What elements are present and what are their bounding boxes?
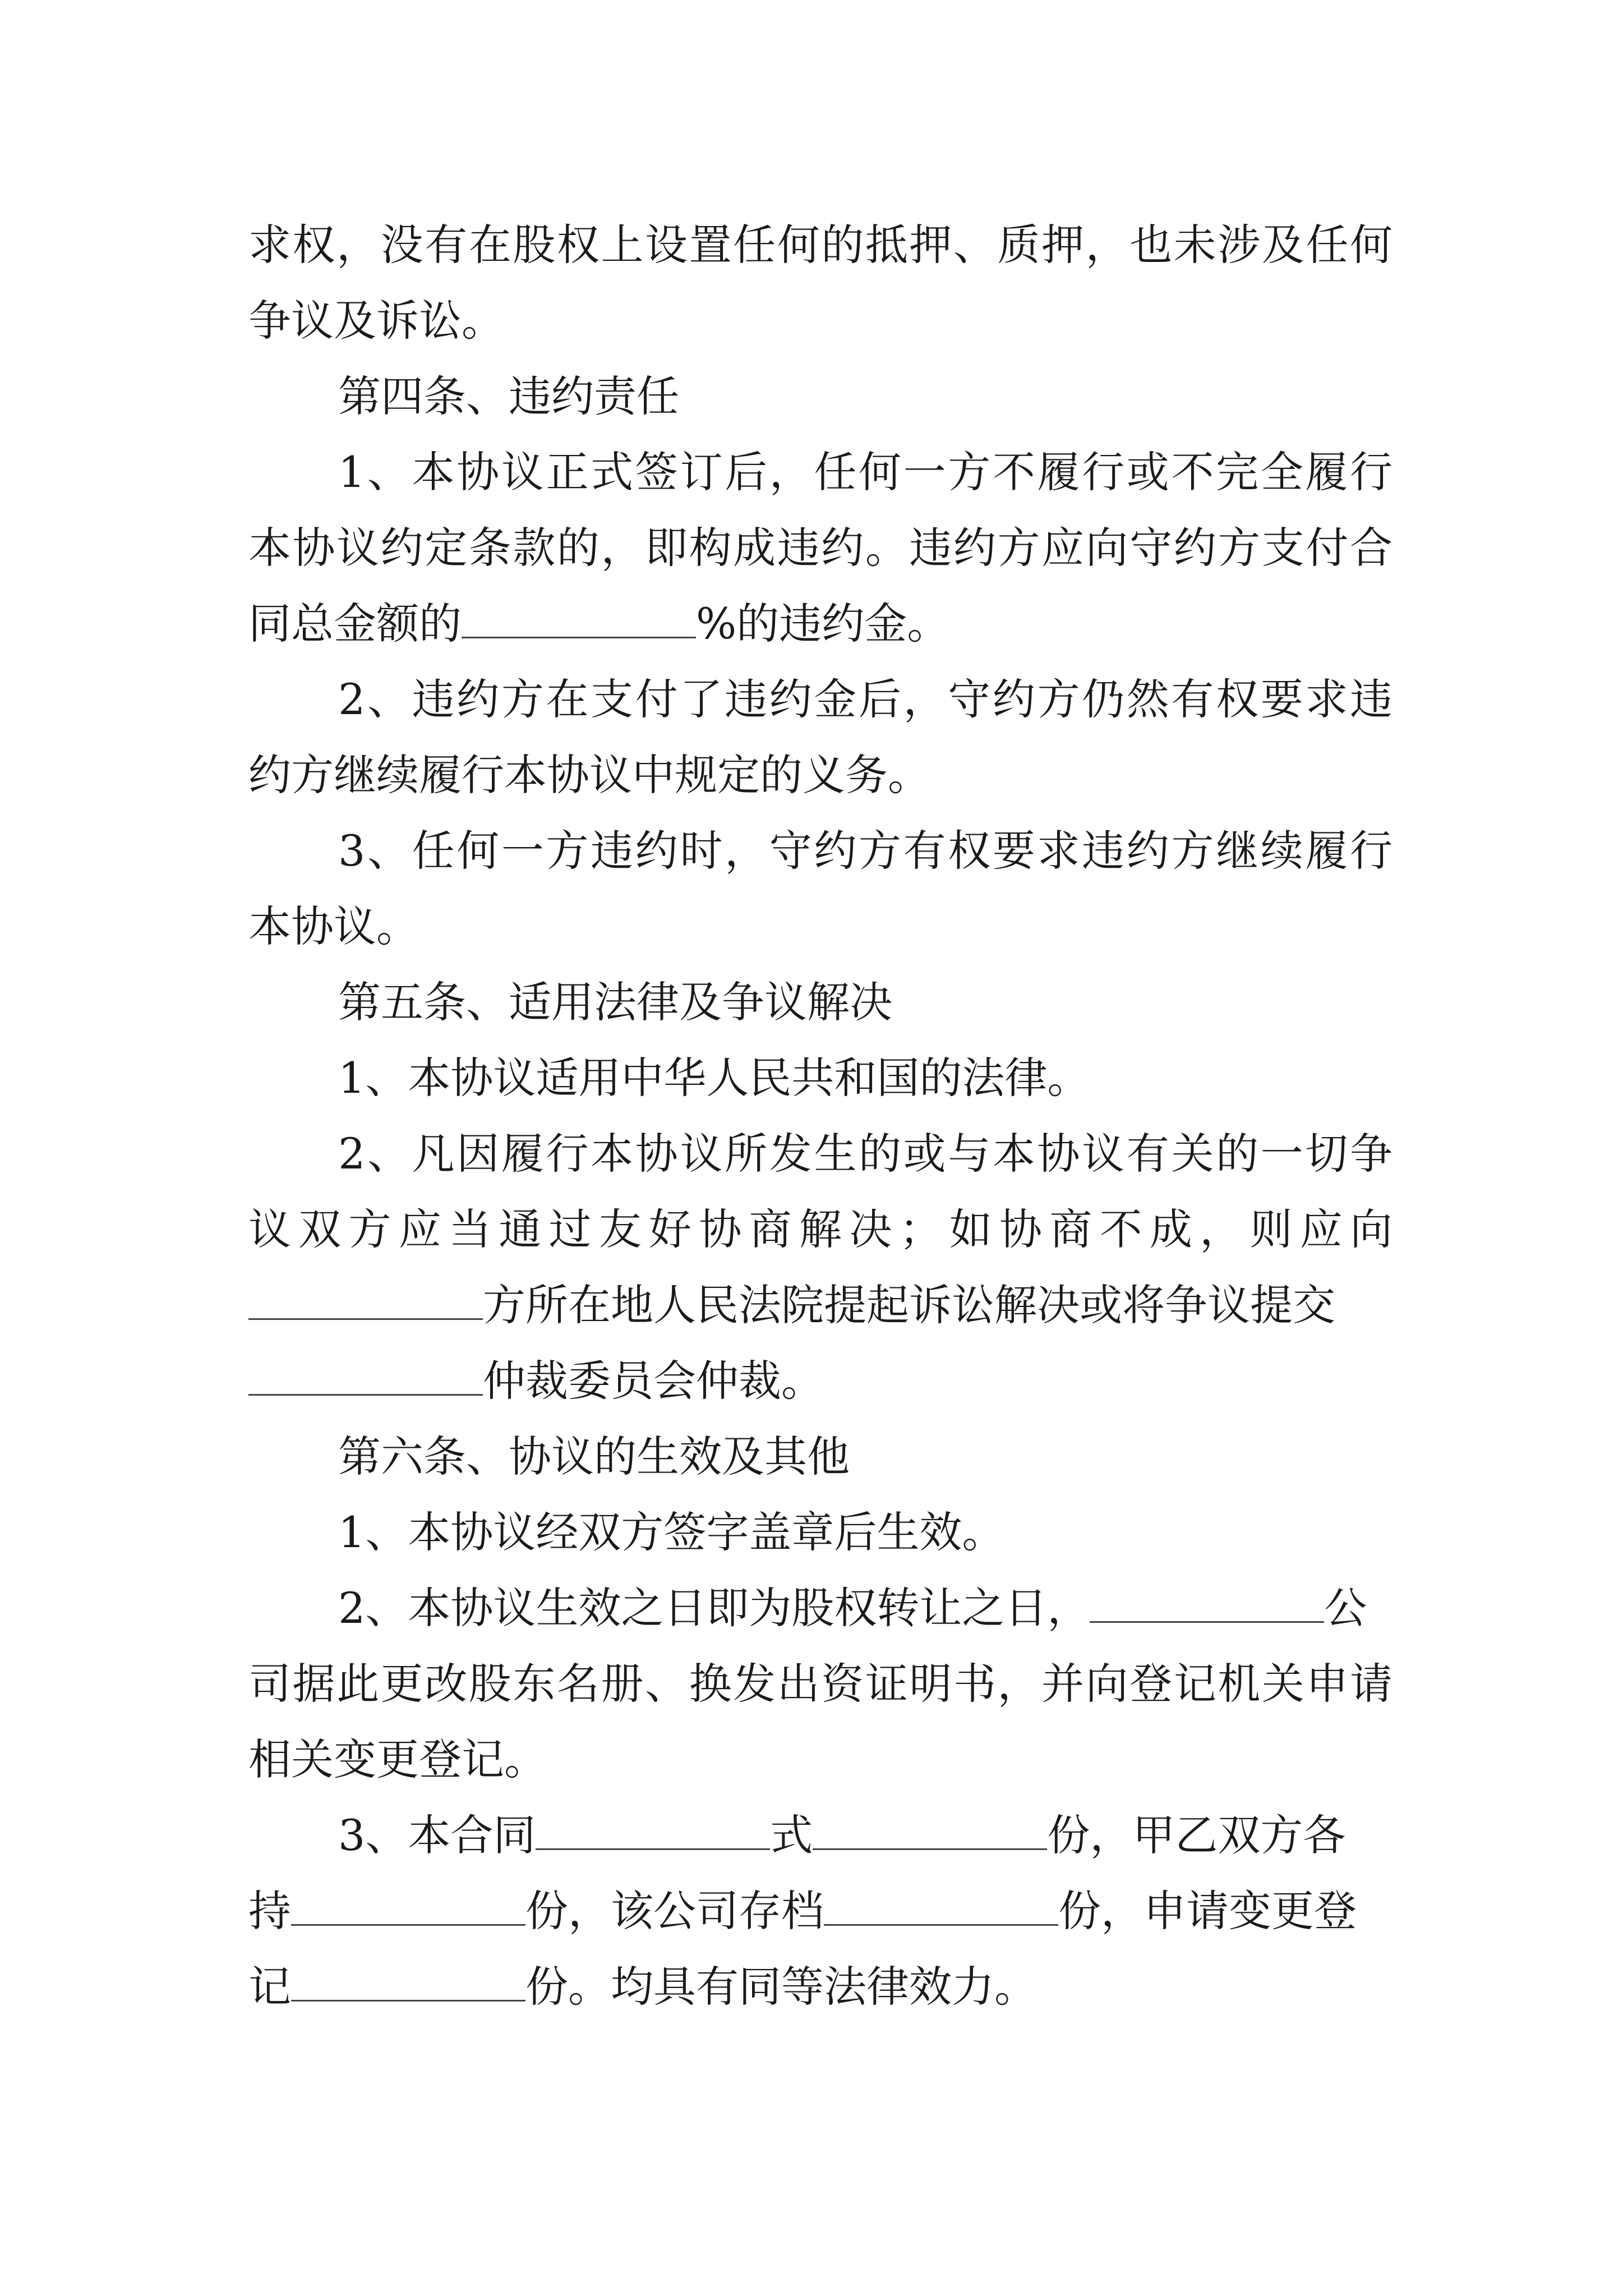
text-line: 本协议。	[248, 901, 419, 951]
text-line	[248, 1793, 1393, 1878]
section-heading-article-4: 第四条、违约责任	[338, 371, 679, 421]
fill-blank[interactable]	[462, 597, 696, 638]
fill-blank[interactable]	[248, 1279, 483, 1320]
text-line: 约方继续履行本协议中规定的义务。	[248, 750, 930, 800]
text-line	[248, 1945, 1393, 2029]
text-line: 求权，没有在股权上设置任何的抵押、质押，也未涉及任何	[248, 220, 1393, 270]
text-segment: 份。均具有同等法律效力。	[525, 1962, 1037, 2012]
text-line: 1、本协议正式签订后，任何一方不履行或不完全履行	[338, 447, 1393, 497]
text-line: 议双方应当通过友好协商解决；如协商不成，则应向	[248, 1204, 1393, 1254]
fill-blank[interactable]	[824, 1885, 1058, 1926]
fill-blank[interactable]	[536, 1809, 770, 1850]
text-segment: 方所在地人民法院提起诉讼解决或将争议提交	[483, 1280, 1335, 1330]
section-heading-article-5: 第五条、适用法律及争议解决	[338, 977, 892, 1027]
text-segment: 仲裁委员会仲裁。	[483, 1356, 824, 1406]
text-line	[248, 582, 1393, 666]
text-line	[248, 1869, 1393, 1953]
text-line: 3、任何一方违约时，守约方有权要求违约方继续履行	[338, 826, 1393, 876]
text-segment: 2、本协议生效之日即为股权转让之日，	[338, 1583, 1090, 1633]
text-line	[248, 1566, 1393, 1650]
text-segment: 持	[248, 1886, 291, 1936]
fill-blank[interactable]	[1090, 1582, 1324, 1623]
text-line: 司据此更改股东名册、换发出资证明书，并向登记机关申请	[248, 1659, 1393, 1709]
text-segment: 份，申请变更登	[1058, 1886, 1357, 1936]
fill-blank[interactable]	[248, 1355, 483, 1396]
text-line: 2、违约方在支付了违约金后，守约方仍然有权要求违	[338, 674, 1393, 724]
text-segment: 同总金额的	[248, 599, 462, 648]
text-segment: 份，该公司存档	[525, 1886, 824, 1936]
text-segment: 式	[770, 1810, 813, 1860]
text-segment: 3、本合同	[338, 1810, 536, 1860]
text-segment: %的违约金。	[696, 599, 950, 648]
text-line: 争议及诉讼。	[248, 296, 504, 346]
fill-blank[interactable]	[813, 1809, 1047, 1850]
text-line: 相关变更登记。	[248, 1734, 547, 1784]
fill-blank[interactable]	[291, 1961, 525, 2001]
text-line: 2、凡因履行本协议所发生的或与本协议有关的一切争	[338, 1129, 1393, 1179]
text-segment: 份，甲乙双方各	[1047, 1810, 1346, 1860]
section-heading-article-6: 第六条、协议的生效及其他	[338, 1432, 850, 1481]
text-line	[248, 1263, 1393, 1347]
text-line: 本协议约定条款的，即构成违约。违约方应向守约方支付合	[248, 523, 1393, 573]
text-line	[248, 1339, 1393, 1423]
fill-blank[interactable]	[291, 1885, 525, 1926]
text-segment: 记	[248, 1962, 291, 2012]
text-line: 1、本协议经双方签字盖章后生效。	[338, 1507, 1005, 1557]
text-line: 1、本协议适用中华人民共和国的法律。	[338, 1053, 1090, 1103]
text-segment: 公	[1324, 1583, 1367, 1633]
